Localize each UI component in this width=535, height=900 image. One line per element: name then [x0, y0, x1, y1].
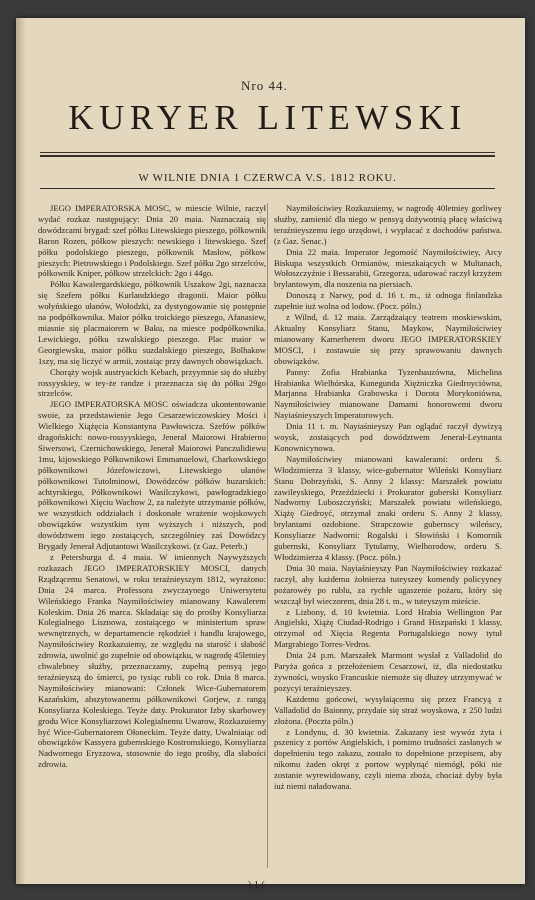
- dateline-rule: [40, 188, 495, 189]
- signature-mark: ) 1 (: [248, 880, 265, 891]
- paragraph: Dnia 22 maia. Imperator Jegomość Naymiłościwiey, Arcy Biskupa wszystkich Ormianów, mieszkaiących w Multanach, Wołoszczyźnie i Bessarabii, Grzegorza, udarować raczył krzyżem brylantowym, dla noszenia na piersiach.: [274, 246, 502, 290]
- dateline: W WILNIE DNIA 1 CZERWCA V.S. 1812 ROKU.: [138, 172, 397, 184]
- paragraph: z Wilnd, d. 12 maia. Zarządzaiący teatrem moskiewskim, Aktualny Konsyliarz Stanu, Maykow, Naymiłościwiey mianowany Kamerherem dworu JEGO IMPERATORSKIEY MOSCI, i zostawuie się przy sprawowaniu dawnych obowiązków.: [274, 312, 502, 366]
- paragraph: z Petersburga d. 4 maia. W imiennych Naywyższych rozkazach JEGO IMPERATORSKIEY MOSCI, danych Rządzącemu Senatowi, w roku teraźnieyszym 1812, wyrażono: Dnia 24 marca. Professora zwyczaynego Uniwersytetu Wileńskiego Franka Naymiłościwiey mianowany Kawalerem Koleskim. Dnia 26 marca. Składaiąc się do prośby Konsyliarza Kolegialnego Lisznowa, zostaiącego w ministerium spraw wewnętrznych, w departamencie rękodzieł i handlu krajowego, Naymiłościwiey Rozkazuiemy, ze względu na starość i słabość zdrowia, uwolnić go zupełnie od obowiązku, w nagrodę 45letniey chwalebney służby, przeznaczamy, zupełną pensyą jego teraźnieyszą do śmierci, po tysiąc rubli co rok. Dnia 8 marca. Naymiłościwiey mianowani: Członek Wice-Gubernatorem Kazańskim, abszytowanemu półkownikowi Gorjew, z rangą Konsyliarza Koleskiego. Teyże daty. Prokurator Izby skarbowey grodu Wice Konsyliarzowi Kolegialnemu Uwarow, Rozkazuiemy być Wice-Gubernatorem Ołoneckim. Teyże datty, Uwalniaiąc od obowiązków Kassyera gubernskiego Kostromskiego, Konsyliarza Nadwornego Eryzzowa, stosownie do iego prośby, dla słabości zdrowia.: [38, 552, 266, 770]
- paragraph: JEGO IMPERATORSKA MOSC oświadcza ukontentowanie swoie, za przedstawienie Jego Cesarzewiczowskiey Mości i Wielkiego Xiążęcia Konstantyna Pawłowicza. Szefów półków dragońskich: nowo-rossyyskiego, Jenerał Maiorowi Hrabierno Siwersowi, Czernichowskiego, Jenerał Maiorowi Panczulidiewu 1mu, kijowskiego Półkownikowi Emmanuelowi, Charkowskiego półkownikowi Józefowiczowi, Litewskiego ułanów półkownikowi Tutolminowi, Dowódzców półków huzarskich: achtyrskiego, Półkownikowi Wasilczykowi, pawłogradzkiego półkownikowi Xięciu Wachow 2, za należyte utrzymanie półków, we wszystkich oddziałach i doskonałe wrażenie wojskowych obowiązków wszystkim tym wyższych i niższych, pod dowództwem iego zostaiących, szczególniey zaś Dowódzcy Brygady Jenerał Adjutantowi Wasilczykowi. (z Gaz. Peterb.): [38, 399, 266, 552]
- column-divider: [267, 203, 268, 868]
- issue-number: Nro 44.: [241, 78, 288, 93]
- paragraph: Dnia 30 maia. Nayiaśnieyszy Pan Naymiłościwiey rozkazać raczył, aby każdemu żołnierza tuteyszey komendy policyyney pożarowéy po rublu, za rychłe ugaszenie pożaru, który się wszczął był wieczorem, dnia 28 t. m., w tuteyszym mieście.: [274, 562, 502, 606]
- paragraph: Dnia 11 t. m. Nayiaśnieyszy Pan oglądać raczył dywizyą woysk, zostaiących pod dowództwem Jenerał-Leytnanta Konownicynowa.: [274, 421, 502, 453]
- right-column: [274, 203, 502, 792]
- paragraph: Donoszą z Narwy, pod d. 16 t. m., iż odnoga finlandzka zupełnie iuż wolna od lodow. (Pocz. póln.): [274, 290, 502, 312]
- top-rule-thick: [40, 155, 495, 157]
- newspaper-page: [16, 18, 525, 891]
- left-column: [38, 203, 266, 770]
- paragraph: Naymiłościwiey Rozkazuiemy, w nagrodę 40letniey gorliwey służby, zamienić dla niego w pensyą dożywotnią płacę właściwą teraźnieyszemu iego urzędowi, i wypłacać z dochodów państwa. (z Gaz. Senac.): [274, 203, 502, 246]
- paragraph: JEGO IMPERATORSKA MOSC, w miescie Wilnie, raczył wydać rozkaz następujący: Dnia 20 maia. Naznaczaią się dowódzcami brygad: szef półku Litewskiego pieszego, półkownik Baron Rozen, półkow pieszych: newskiego i litewskiego. Szef półku podolskiego pieszego, półkownik Masłow, półkow pieszych: Pietrowskiego i Podolskiego. Szef półku 2go strzelców, półkownik Kniper, półkow strzelckich: 2go i 44go.: [38, 203, 266, 279]
- top-rule: [40, 152, 495, 153]
- paragraph: Każdemu gońcowi, wysyłaiącemu się przez Francyą z Valladolid do Baionny, przydaie się straż woyskowa, z 250 ludzi złożona. (Poczta póln.): [274, 693, 502, 726]
- paragraph: z Lizbony, d. 10 kwietnia. Lord Hrabia Wellington Par Angielski, Xiążę Ciudad-Rodrigo i Grand Hiszpański 1 klassy, otrzymał od Xięcia Regenta Portugalskiego nowy tytuł Margrabiego Torres-Vedros.: [274, 606, 502, 650]
- paragraph: Dnia 24 p.m. Marszałek Marmont wysłał z Valladolid do Paryża gońca z przełożeniem Cesarzowi, iż, dla niedostatku żywności, woysko Francuskie niemoże się dłużey utrzymywać w pozycyi teraźnieyszey.: [274, 650, 502, 693]
- paragraph: Panny: Zofia Hrabianka Tyzenhauzówna, Michelina Hrabianka Wielhórska, Kunegunda Xiężniczka Giedroyciówna, Marjanna Hrabianka Grabowska i Dorota Morykoniówna, Naymiłościwiey mianowane Damami honorowemi dworu Nayiaśnieyszych Imperatorowych.: [274, 366, 502, 421]
- paragraph: Półku Kawalergardskiego, półkownik Uszakow 2gi, naznacza się Szefem półku Kurlandzkiego dragonii. Maior półku wołyńskiego ułanów, Wołodzki, za dystyngowanie się postępnie na podpółkownika. Maior półku troickiego pieszego, Afanasiew, miasnie się placmaiorem w Baku, na miesce podpółkownika. Lewickiego, półku szwalskiego pieszego. Plac maior w Georgiewsku, maior półku suzdalskiego pieszego, Bolhakow 1szy, ma się liczyć w armii, zostaiąc przy dawnych obowiązkach.: [38, 279, 266, 366]
- paragraph: Chorąży wojsk austryackich Kebach, przyymnie się do służby rossyyskiey, w tey-że randze i przeznacza się do półku 29go strzelców.: [38, 366, 266, 399]
- paragraph: z Londynu, d. 30 kwietnia. Zakazany iest wywóz żyta i pszenicy z portów Angielskich, i pomimo trudności zasłanych w dopełnieniu tego zakazu, zostało to dopełnione przepisem, aby nikomu żaden okręt z portow wypłynąć niemógł, póki nie zostanie wyrewidowany, czyli niema zboża, chociaż dyby była iuż niemi naładowana.: [274, 726, 502, 792]
- paragraph: Naymiłościwiey mianowani kawalerami: orderu S. Włodzimierza 3 klassy, wice-gubernator Wileński Konsyliarz Stanu Dobrzyński, S. Anny 2 klassy: Marszałek powiatu zawileyskiego, Przeździecki i Prokurator guberski Konsyliarz Nadworny Luboszczyński; Marszałek powiatu wileńskiego, Xiążę Giedroyć, otrzymał znaki orderu S. Anny 2 klassy, brylantami ozdobione. Strapczowie gubernscy wileńscy, Konsyliarze Nadworni: Rogalski i Słowiński i Komornik gubernski, Konsyliarz Tytularny, Wielhorodow, orderu S. Włodzimierza 4 klassy. (Pocz. póln.): [274, 453, 502, 562]
- page-spine: [16, 18, 26, 884]
- masthead-title: KURYER LITEWSKI: [68, 98, 467, 137]
